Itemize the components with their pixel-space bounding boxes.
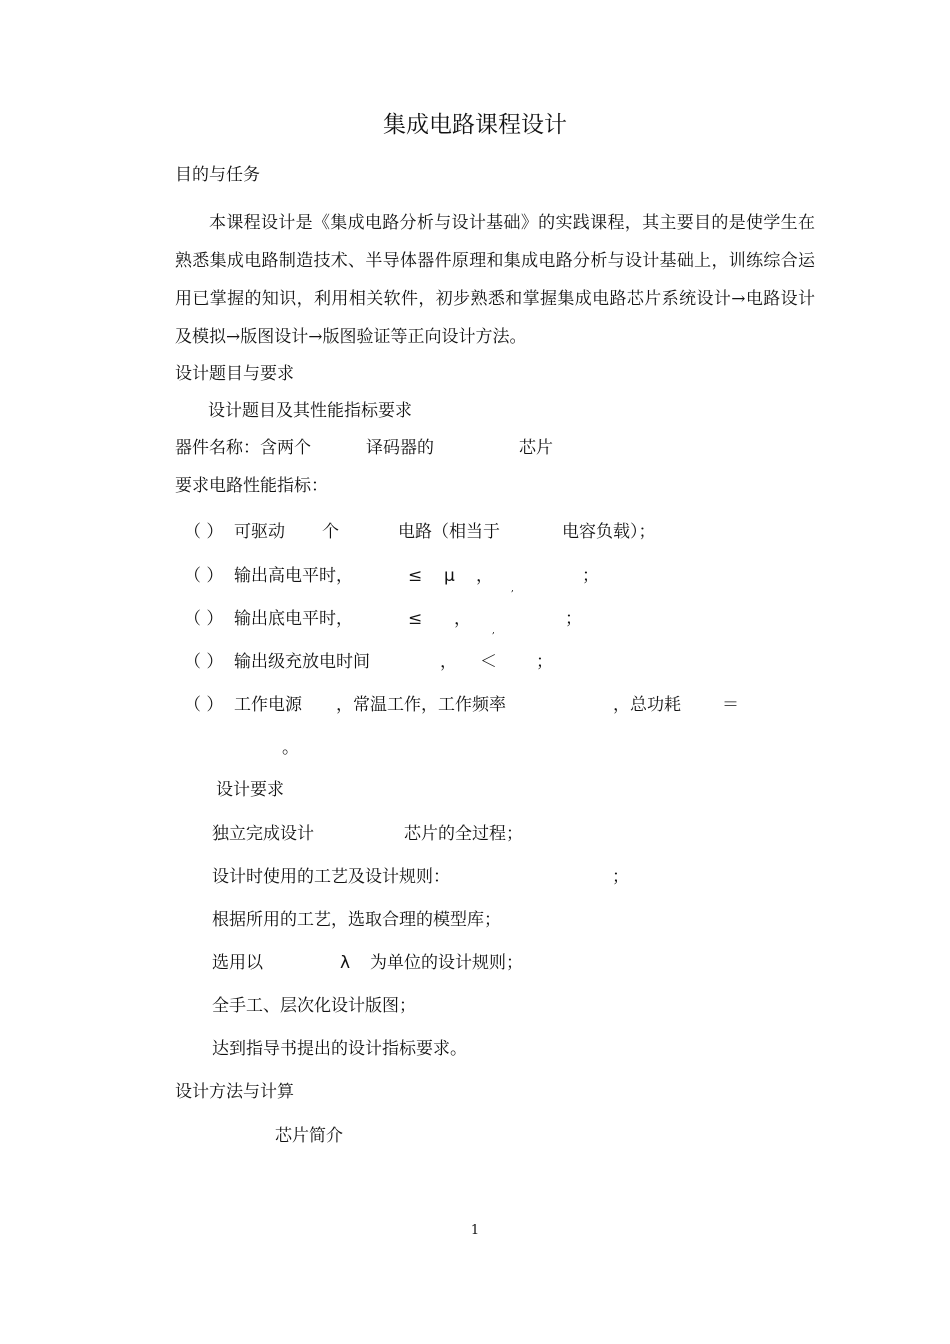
req-3-paren: （ ） [184,609,224,629]
design-req-6: 达到指导书提出的设计指标要求。 [212,1039,467,1059]
chip-intro-heading: 芯片简介 [275,1126,343,1146]
design-req-4-a: 选用以 [212,953,263,973]
perf-heading: 要求电路性能指标： [175,476,328,496]
req-5-paren: （ ） [184,695,224,715]
req-2-c: μ [444,566,455,586]
req-2-paren: （ ） [184,566,224,586]
req-5-d: ＝ [722,695,739,715]
topic-subheading: 设计题目及其性能指标要求 [208,401,412,421]
device-name-end: 芯片 [519,438,553,458]
req-4-paren: （ ） [184,652,224,672]
page-number: 1 [470,1223,480,1238]
design-req-1-a: 独立完成设计 [212,824,314,844]
design-req-4-b: λ [340,953,351,973]
req-2-a: 输出高电平时， [234,566,353,586]
req-5-b: ，常温工作，工作频率 [336,695,506,715]
device-name-label: 器件名称：含两个 [175,438,311,458]
req-1-paren: （ ） [184,522,224,542]
req-4-e: ； [536,652,553,672]
topic-heading: 设计题目与要求 [175,364,294,384]
speck: , [511,584,514,594]
req-2-e: ； [582,566,599,586]
req-3-b: ≤ [408,609,423,629]
req-end-mark: 。 [282,738,299,758]
req-1-d: 电容负载）； [562,522,656,542]
design-req-4-c: 为单位的设计规则； [370,953,523,973]
req-3-e: ； [565,609,582,629]
req-4-a: 输出级充放电时间 [234,652,370,672]
req-4-b: ， [440,652,457,672]
design-req-2-a: 设计时使用的工艺及设计规则： [212,867,450,887]
req-2-d: ， [476,566,493,586]
req-5-c: ，总功耗 [613,695,681,715]
purpose-heading: 目的与任务 [175,165,260,185]
purpose-paragraph: 本课程设计是《集成电路分析与设计基础》的实践课程，其主要目的是使学生在熟悉集成电路制造技术、半导体器件原理和集成电路分析与设计基础上，训练综合运用已掌握的知识，利用相关软件，初步熟悉和掌握集成电路芯片系统设计→电路设计及模拟→版图设计→版图验证等正向设计方法。 [175,213,815,347]
req-4-c: ＜ [480,652,497,672]
speck: , [492,626,495,636]
req-3-c: ， [454,609,471,629]
page-title: 集成电路课程设计 [383,112,567,138]
req-1-a: 可驱动 [234,522,285,542]
req-3-a: 输出底电平时， [234,609,353,629]
design-req-heading: 设计要求 [216,780,284,800]
req-1-b: 个 [322,522,339,542]
device-name-mid: 译码器的 [366,438,434,458]
design-req-5: 全手工、层次化设计版图； [212,996,416,1016]
design-req-1-b: 芯片的全过程； [404,824,523,844]
req-2-b: ≤ [408,566,423,586]
method-heading: 设计方法与计算 [175,1082,294,1102]
design-req-2-b: ； [612,867,629,887]
design-req-3: 根据所用的工艺，选取合理的模型库； [212,910,501,930]
req-5-a: 工作电源 [234,695,302,715]
req-1-c: 电路（相当于 [398,522,500,542]
